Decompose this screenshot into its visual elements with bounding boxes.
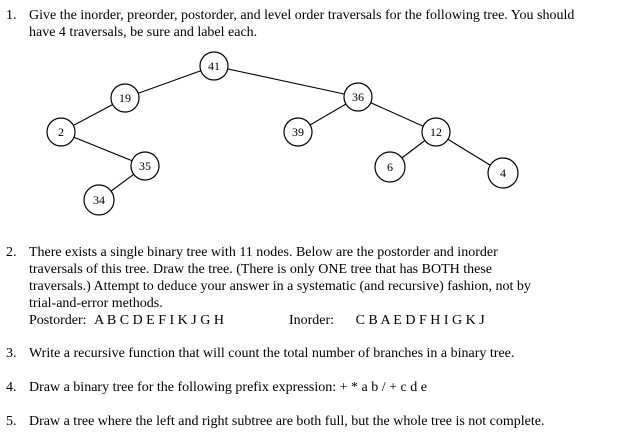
- tree-node: [111, 84, 139, 112]
- question-text: [29, 345, 609, 362]
- question-line: Draw a tree where the left and right subtree are both full, but the whole tree is not complete.: [29, 414, 545, 429]
- question-number: 4.: [6, 380, 17, 395]
- question-number: 1.: [6, 8, 17, 23]
- question-line: There exists a single binary tree with 11 nodes. Below are the postorder and inorder: [29, 245, 498, 260]
- tree-node-label: 12: [430, 125, 442, 139]
- tree-node-label: 41: [208, 59, 220, 73]
- tree-node-label: 2: [58, 125, 64, 139]
- postorder-label: Postorder:: [29, 313, 87, 328]
- question-line: trial-and-error methods.: [29, 296, 163, 311]
- tree-node: [84, 185, 114, 215]
- tree-node: [47, 118, 75, 146]
- tree-node: [344, 83, 372, 111]
- question-text: [29, 244, 609, 329]
- tree-node: [284, 118, 312, 146]
- tree-node-label: 4: [500, 166, 506, 180]
- question-number: 2.: [6, 245, 17, 260]
- inorder-value: C B A E D F H I G K J: [355, 313, 485, 328]
- tree-node: [375, 152, 405, 182]
- tree-node-label: 39: [292, 125, 304, 139]
- question-line: Draw a binary tree for the following prefix expression: + * a b / + c d e: [29, 380, 427, 395]
- tree-node-label: 6: [387, 160, 393, 174]
- question-line: traversals of this tree. Draw the tree. (There is only ONE tree that has BOTH these: [29, 262, 493, 277]
- tree-node-label: 34: [93, 193, 105, 207]
- question-line: Give the inorder, preorder, postorder, and level order traversals for the following tree. You should: [29, 8, 575, 23]
- question-number: 3.: [6, 346, 17, 361]
- tree-node: [488, 158, 518, 188]
- tree-edge: [214, 66, 358, 97]
- question-number: 5.: [6, 414, 17, 429]
- question-text: [29, 379, 609, 396]
- postorder-value: A B C D E F I K J G H: [94, 313, 224, 328]
- question-line: traversals.) Attempt to deduce your answer in a systematic (and recursive) fashion, not by: [29, 279, 531, 294]
- inorder-label: Inorder:: [288, 313, 335, 328]
- question-line: Write a recursive function that will count the total number of branches in a binary tree.: [29, 346, 515, 361]
- tree-node: [131, 152, 159, 180]
- tree-node-label: 19: [119, 91, 131, 105]
- question-line: have 4 traversals, be sure and label each.: [29, 25, 258, 40]
- tree-node-label: 35: [139, 159, 151, 173]
- tree-node: [200, 52, 228, 80]
- question-text: [29, 413, 609, 430]
- tree-node-label: 36: [352, 90, 364, 104]
- tree-node: [422, 118, 450, 146]
- traversal-line: [29, 312, 609, 329]
